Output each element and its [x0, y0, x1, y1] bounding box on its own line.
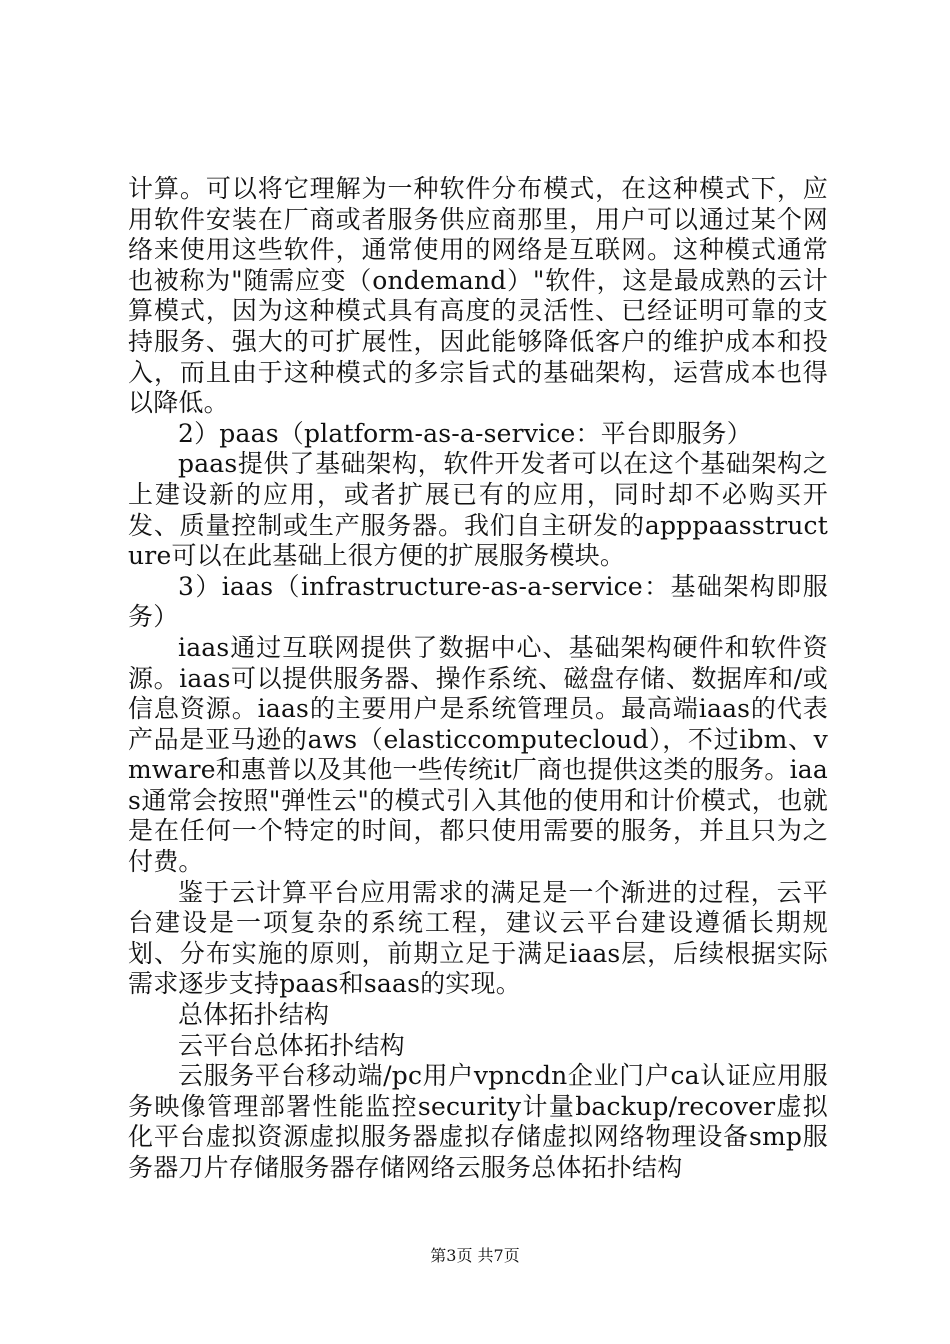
- heading-paas: 2）paas（platform-as-a-service：平台即服务）: [178, 418, 752, 448]
- page-number-footer: 第3页 共7页: [430, 1246, 520, 1265]
- paragraph-iaas-description: iaas通过互联网提供了数据中心、基础架构硬件和软件资源。iaas可以提供服务器、操作系统、磁盘存储、数据库和/或信息资源。iaas的主要用户是系统管理员。最高端iaas的代表产品是亚马逊的aws（elasticcomputecloud），不过ibm、vmware和惠普以及其他一些传统it厂商也提供这类的服务。iaas通常会按照"弹性云"的模式引入其他的使用和计价模式，也就是在任何一个特定的时间，都只使用需要的服务，并且只为之付费。: [128, 632, 828, 877]
- heading-overall-topology: 总体拓扑结构: [178, 1000, 330, 1030]
- heading-iaas: 3）iaas（infrastructure-as-a-service：基础架构即服务）: [128, 571, 828, 632]
- document-body: [128, 174, 828, 1184]
- paragraph-recommendation: 鉴于云计算平台应用需求的满足是一个渐进的过程，云平台建设是一项复杂的系统工程，建议云平台建设遵循长期规划、分布实施的原则，前期立足于满足iaas层，后续根据实际需求逐步支持paas和saas的实现。: [128, 877, 828, 999]
- heading-cloud-platform-topology: 云平台总体拓扑结构: [178, 1030, 405, 1060]
- paragraph-saas-description: 计算。可以将它理解为一种软件分布模式，在这种模式下，应用软件安装在厂商或者服务供应商那里，用户可以通过某个网络来使用这些软件，通常使用的网络是互联网。这种模式通常也被称为"随需应变（ondemand）"软件，这是最成熟的云计算模式，因为这种模式具有高度的灵活性、已经证明可靠的支持服务、强大的可扩展性，因此能够降低客户的维护成本和投入，而且由于这种模式的多宗旨式的基础架构，运营成本也得以降低。: [128, 174, 828, 418]
- paragraph-paas-description: paas提供了基础架构，软件开发者可以在这个基础架构之上建设新的应用，或者扩展已有的应用，同时却不必购买开发、质量控制或生产服务器。我们自主研发的apppaasstructure可以在此基础上很方便的扩展服务模块。: [128, 449, 828, 571]
- paragraph-topology-components: 云服务平台移动端/pc用户vpncdn企业门户ca认证应用服务映像管理部署性能监控security计量backup/recover虚拟化平台虚拟资源虚拟服务器虚拟存储虚拟网络物理设备smp服务器刀片存储服务器存储网络云服务总体拓扑结构: [128, 1061, 828, 1182]
